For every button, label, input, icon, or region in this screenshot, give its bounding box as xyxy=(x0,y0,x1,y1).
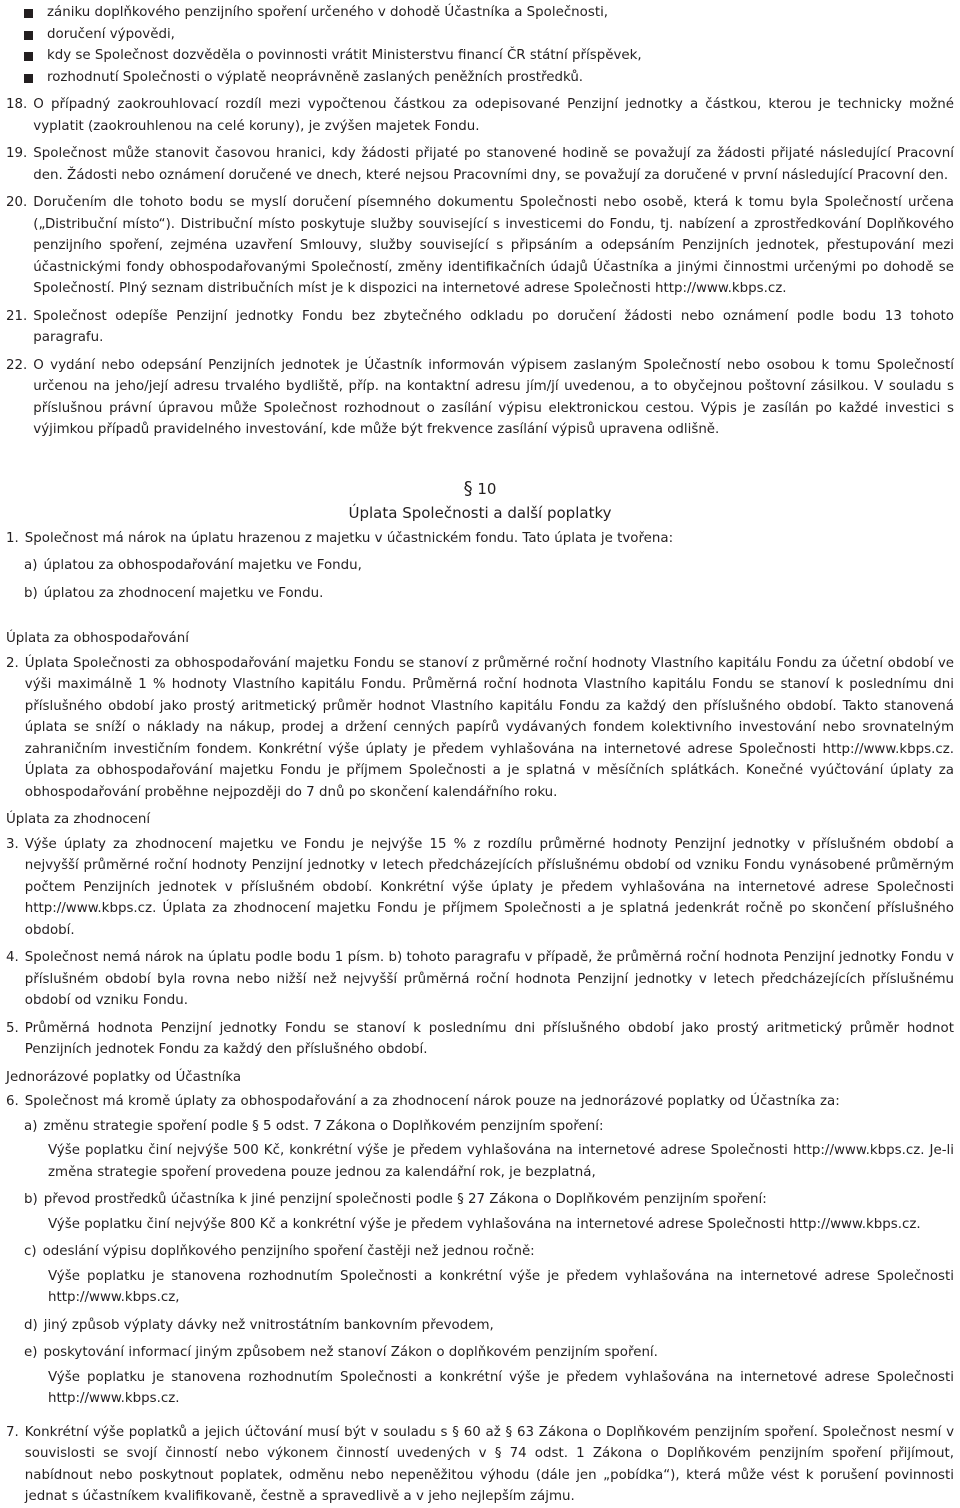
bullet-item xyxy=(6,2,954,24)
paragraph-19 xyxy=(6,143,954,186)
item-1 xyxy=(6,528,954,550)
item-number: 5. xyxy=(6,1020,19,1036)
item-5 xyxy=(6,1018,954,1061)
item-6b xyxy=(6,1189,954,1211)
bullet-square-icon xyxy=(24,31,33,40)
item-text: Společnost má nárok na úplatu hrazenou z majetku v účastnickém fondu. Tato úplata je tvořena: xyxy=(24,530,674,546)
item-text: odeslání výpisu doplňkového penzijního spoření častěji než jednou ročně: xyxy=(42,1244,535,1259)
paragraph-number: 20. xyxy=(6,195,28,210)
item-number: 7. xyxy=(6,1424,19,1440)
item-letter: e) xyxy=(24,1345,38,1360)
section-title: Úplata Společnosti a další poplatky xyxy=(348,503,612,522)
item-3 xyxy=(6,834,954,942)
item-2 xyxy=(6,653,954,804)
bullet-item xyxy=(6,67,954,89)
item-number: 6. xyxy=(6,1094,19,1109)
item-6c xyxy=(6,1241,954,1263)
item-text: změnu strategie spoření podle § 5 odst. 7 Zákona o Doplňkovém penzijním spoření: xyxy=(43,1118,604,1134)
bullet-square-icon xyxy=(24,74,33,83)
item-letter: b) xyxy=(24,1192,38,1207)
item-text: poskytování informací jiným způsobem než stanoví Zákon o doplňkovém penzijním spoření. xyxy=(43,1345,658,1360)
item-text: Společnost má kromě úplaty za obhospodařování a za zhodnocení nárok pouze na jednorázové poplatky od Účastníka za: xyxy=(24,1094,840,1109)
bullet-square-icon xyxy=(24,52,33,61)
item-6a xyxy=(6,1116,954,1138)
item-number: 3. xyxy=(6,836,19,852)
paragraph-number: 21. xyxy=(6,308,28,324)
paragraph-number: 22. xyxy=(6,357,28,373)
paragraph-number: 19. xyxy=(6,146,28,161)
paragraph-number: 18. xyxy=(6,97,28,112)
item-6c-detail: Výše poplatku je stanovena rozhodnutím Společnosti a konkrétní výše je předem vyhlašována na internetové adrese Společnosti http://www.kbps.cz, xyxy=(48,1268,954,1305)
paragraph-22 xyxy=(6,355,954,441)
bullet-item xyxy=(6,45,954,67)
section-number xyxy=(6,477,954,501)
section-symbol: § xyxy=(463,477,473,499)
paragraph-text: Doručením dle tohoto bodu se myslí doručení písemného dokumentu Společnosti nebo osobě, která k tomu byla Společností určena („Distribuční místo“). Distribuční místo poskytuje služby související s investicemi do Fondu, tj. nabízení a zprostředkování Doplňkového penzijního spoření, zejména uzavření Smlouvy, služby související s připsáním a odepsáním Penzijních jednotek, přestupování mezi účastnickými fondy obhospodařovanými Společností, změny identifikačních údajů Účastníka a jinými činnostmi určenými po dohodě se Společností. Plný seznam distribučních míst je k dispozici na internetové adrese Společnosti http://www.kbps.cz. xyxy=(33,195,954,296)
item-6b-detail: Výše poplatku činí nejvýše 800 Kč a konkrétní výše je předem vyhlašována na internetové adrese Společnosti http://www.kbps.cz. xyxy=(48,1216,921,1232)
item-6d xyxy=(6,1315,954,1337)
bullet-text: rozhodnutí Společnosti o výplatě neoprávněně zaslaných peněžních prostředků. xyxy=(47,69,584,85)
paragraph-text: Společnost odepíše Penzijní jednotky Fondu bez zbytečného odkladu po doručení žádosti nebo oznámení podle bodu 13 tohoto paragrafu. xyxy=(33,308,954,345)
paragraph-18 xyxy=(6,94,954,137)
bullet-item xyxy=(6,24,954,46)
item-number: 4. xyxy=(6,950,19,965)
bullet-square-icon xyxy=(24,9,33,18)
item-text: Úplata Společnosti za obhospodařování majetku Fondu se stanoví z průměrné roční hodnoty Vlastního kapitálu Fondu za účetní období ve výši maximálně 1 % hodnoty Vlastního kapitálu Fondu. Průměrná roční hodnota Vlastního kapitálu Fondu se stanoví k poslednímu dni příslušného období jako prostý aritmetický průměr hodnot Vlastního kapitálu Fondu za každý den příslušného období. Takto stanovená úplata se sníží o náklady na nákup, prodej a držení cenných papírů vydávaných fondem kolektivního investování nebo srovnatelným zahraničním investičním fondem. Konkrétní výše úplaty je předem vyhlašována na internetové adrese Společnosti http://www.kbps.cz. Úplata za obhospodařování majetku Fondu je příjmem Společnosti a je splatná v měsíčních splátkách. Konečné vyúčtování úplaty za obhospodařování proběhne nejpozději do 7 dnů po skončení kalendářního roku. xyxy=(24,655,954,800)
item-6e-detail: Výše poplatku je stanovena rozhodnutím Společnosti a konkrétní výše je předem vyhlašována na internetové adrese Společnosti http://www.kbps.cz. xyxy=(48,1369,954,1406)
item-text: Průměrná hodnota Penzijní jednotky Fondu se stanoví k poslednímu dni příslušného období jako prostý aritmetický průměr hodnot Penzijních jednotek Fondu za každý den příslušného období. xyxy=(24,1020,954,1057)
item-letter: c) xyxy=(24,1244,37,1259)
paragraph-21 xyxy=(6,306,954,349)
item-number: 2. xyxy=(6,655,19,671)
subheading-one-off-fees: Jednorázové poplatky od Účastníka xyxy=(6,1069,242,1085)
paragraph-text: O případný zaokrouhlovací rozdíl mezi vypočtenou částkou za odepisované Penzijní jednotky a částkou, kterou je technicky možné vyplatit (zaokrouhlenou na celé koruny), je zvýšen majetek Fondu. xyxy=(33,97,954,134)
item-text: Konkrétní výše poplatků a jejich účtování musí být v souladu s § 60 až § 63 Zákona o Doplňkovém penzijním spoření. Společnost nesmí v souvislosti se svojí činností nebo výkonem činností uvedených v § 74 odst. 1 Zákona o Doplňkovém penzijním spoření přijímout, nabídnout nebo poskytnout poplatek, odměnu nebo nepeněžitou výhodu (dále jen „pobídka“), která může vést k porušení povinnosti jednat s účastníkem kvalifikovaně, čestně a spravedlivě a v jeho nejlepším zájmu. xyxy=(24,1424,954,1504)
item-text: převod prostředků účastníka k jiné penzijní společnosti podle § 27 Zákona o Doplňkovém penzijním spoření: xyxy=(43,1192,767,1207)
item-letter: b) xyxy=(24,585,38,601)
subheading-management-fee: Úplata za obhospodařování xyxy=(6,631,189,646)
paragraph-20 xyxy=(6,192,954,300)
item-text: úplatou za zhodnocení majetku ve Fondu. xyxy=(43,585,324,601)
item-text: úplatou za obhospodařování majetku ve Fondu, xyxy=(43,558,362,573)
bullet-text: zániku doplňkového penzijního spoření určeného v dohodě Účastníka a Společnosti, xyxy=(47,5,609,20)
paragraph-text: O vydání nebo odepsání Penzijních jednotek je Účastník informován výpisem zaslaným Společností nebo osobou k tomu Společností určenou na jeho/její adresu trvalého bydliště, příp. na kontaktní adresu jím/jí uvedenou, a to obyčejnou poštovní zásilkou. V souladu s příslušnou právní úpravou může Společnost rozhodnout o zasílání výpisu elektronickou cestou. Výpis je zasílán po každé investici s výjimkou případů pravidelného investování, kde může být frekvence zasílání výpisů upravena odlišně. xyxy=(33,357,954,437)
item-4 xyxy=(6,947,954,1012)
bullet-text: doručení výpovědi, xyxy=(47,26,175,42)
paragraph-text: Společnost může stanovit časovou hranici, kdy žádosti přijaté po stanovené hodině se považují za žádosti přijaté následující Pracovní den. Žádosti nebo oznámení doručené ve dnech, které nejsou Pracovními dny, se považují za doručené v první následující Pracovní den. xyxy=(33,146,954,183)
item-letter: a) xyxy=(24,1118,38,1134)
item-letter: a) xyxy=(24,558,38,573)
item-6 xyxy=(6,1091,954,1113)
item-number: 1. xyxy=(6,530,19,546)
section-heading xyxy=(6,477,954,525)
item-1a xyxy=(6,555,954,577)
item-text: jiný způsob výplaty dávky než vnitrostátním bankovním převodem, xyxy=(43,1317,494,1333)
item-6e xyxy=(6,1342,954,1364)
item-6a-detail: Výše poplatku činí nejvýše 500 Kč, konkrétní výše je předem vyhlašována na internetové adrese Společnosti http://www.kbps.cz. Je-li změna strategie spoření provedena pouze jednou za kalendářní rok, je bezplatná, xyxy=(48,1143,954,1180)
item-text: Společnost nemá nárok na úplatu podle bodu 1 písm. b) tohoto paragrafu v případě, že průměrná roční hodnota Penzijní jednotky Fondu v příslušném období byla rovna nebo nižší než nejvyšší průměrná roční hodnota Penzijní jednotky v letech předcházejících příslušnému období od vzniku Fondu. xyxy=(24,950,954,1008)
section-number-value: 10 xyxy=(477,479,497,498)
item-1b xyxy=(6,583,954,605)
item-text: Výše úplaty za zhodnocení majetku ve Fondu je nejvýše 15 % z rozdílu průměrné hodnoty Penzijní jednotky v příslušném období a nejvyšší průměrné roční hodnoty Penzijní jednotky v letech předcházejících příslušnému období od vzniku Fondu vynásobené průměrným počtem Penzijních jednotek v příslušném období. Konkrétní výše úplaty je předem vyhlašována na internetové adrese Společnosti http://www.kbps.cz. Úplata za zhodnocení majetku Fondu je příjmem Společnosti a je splatná jedenkrát ročně po skončení příslušného období. xyxy=(24,836,954,938)
item-letter: d) xyxy=(24,1317,38,1333)
bullet-text: kdy se Společnost dozvěděla o povinnosti vrátit Ministerstvu financí ČR státní příspěvek, xyxy=(47,48,642,63)
subheading-performance-fee: Úplata za zhodnocení xyxy=(6,812,151,827)
